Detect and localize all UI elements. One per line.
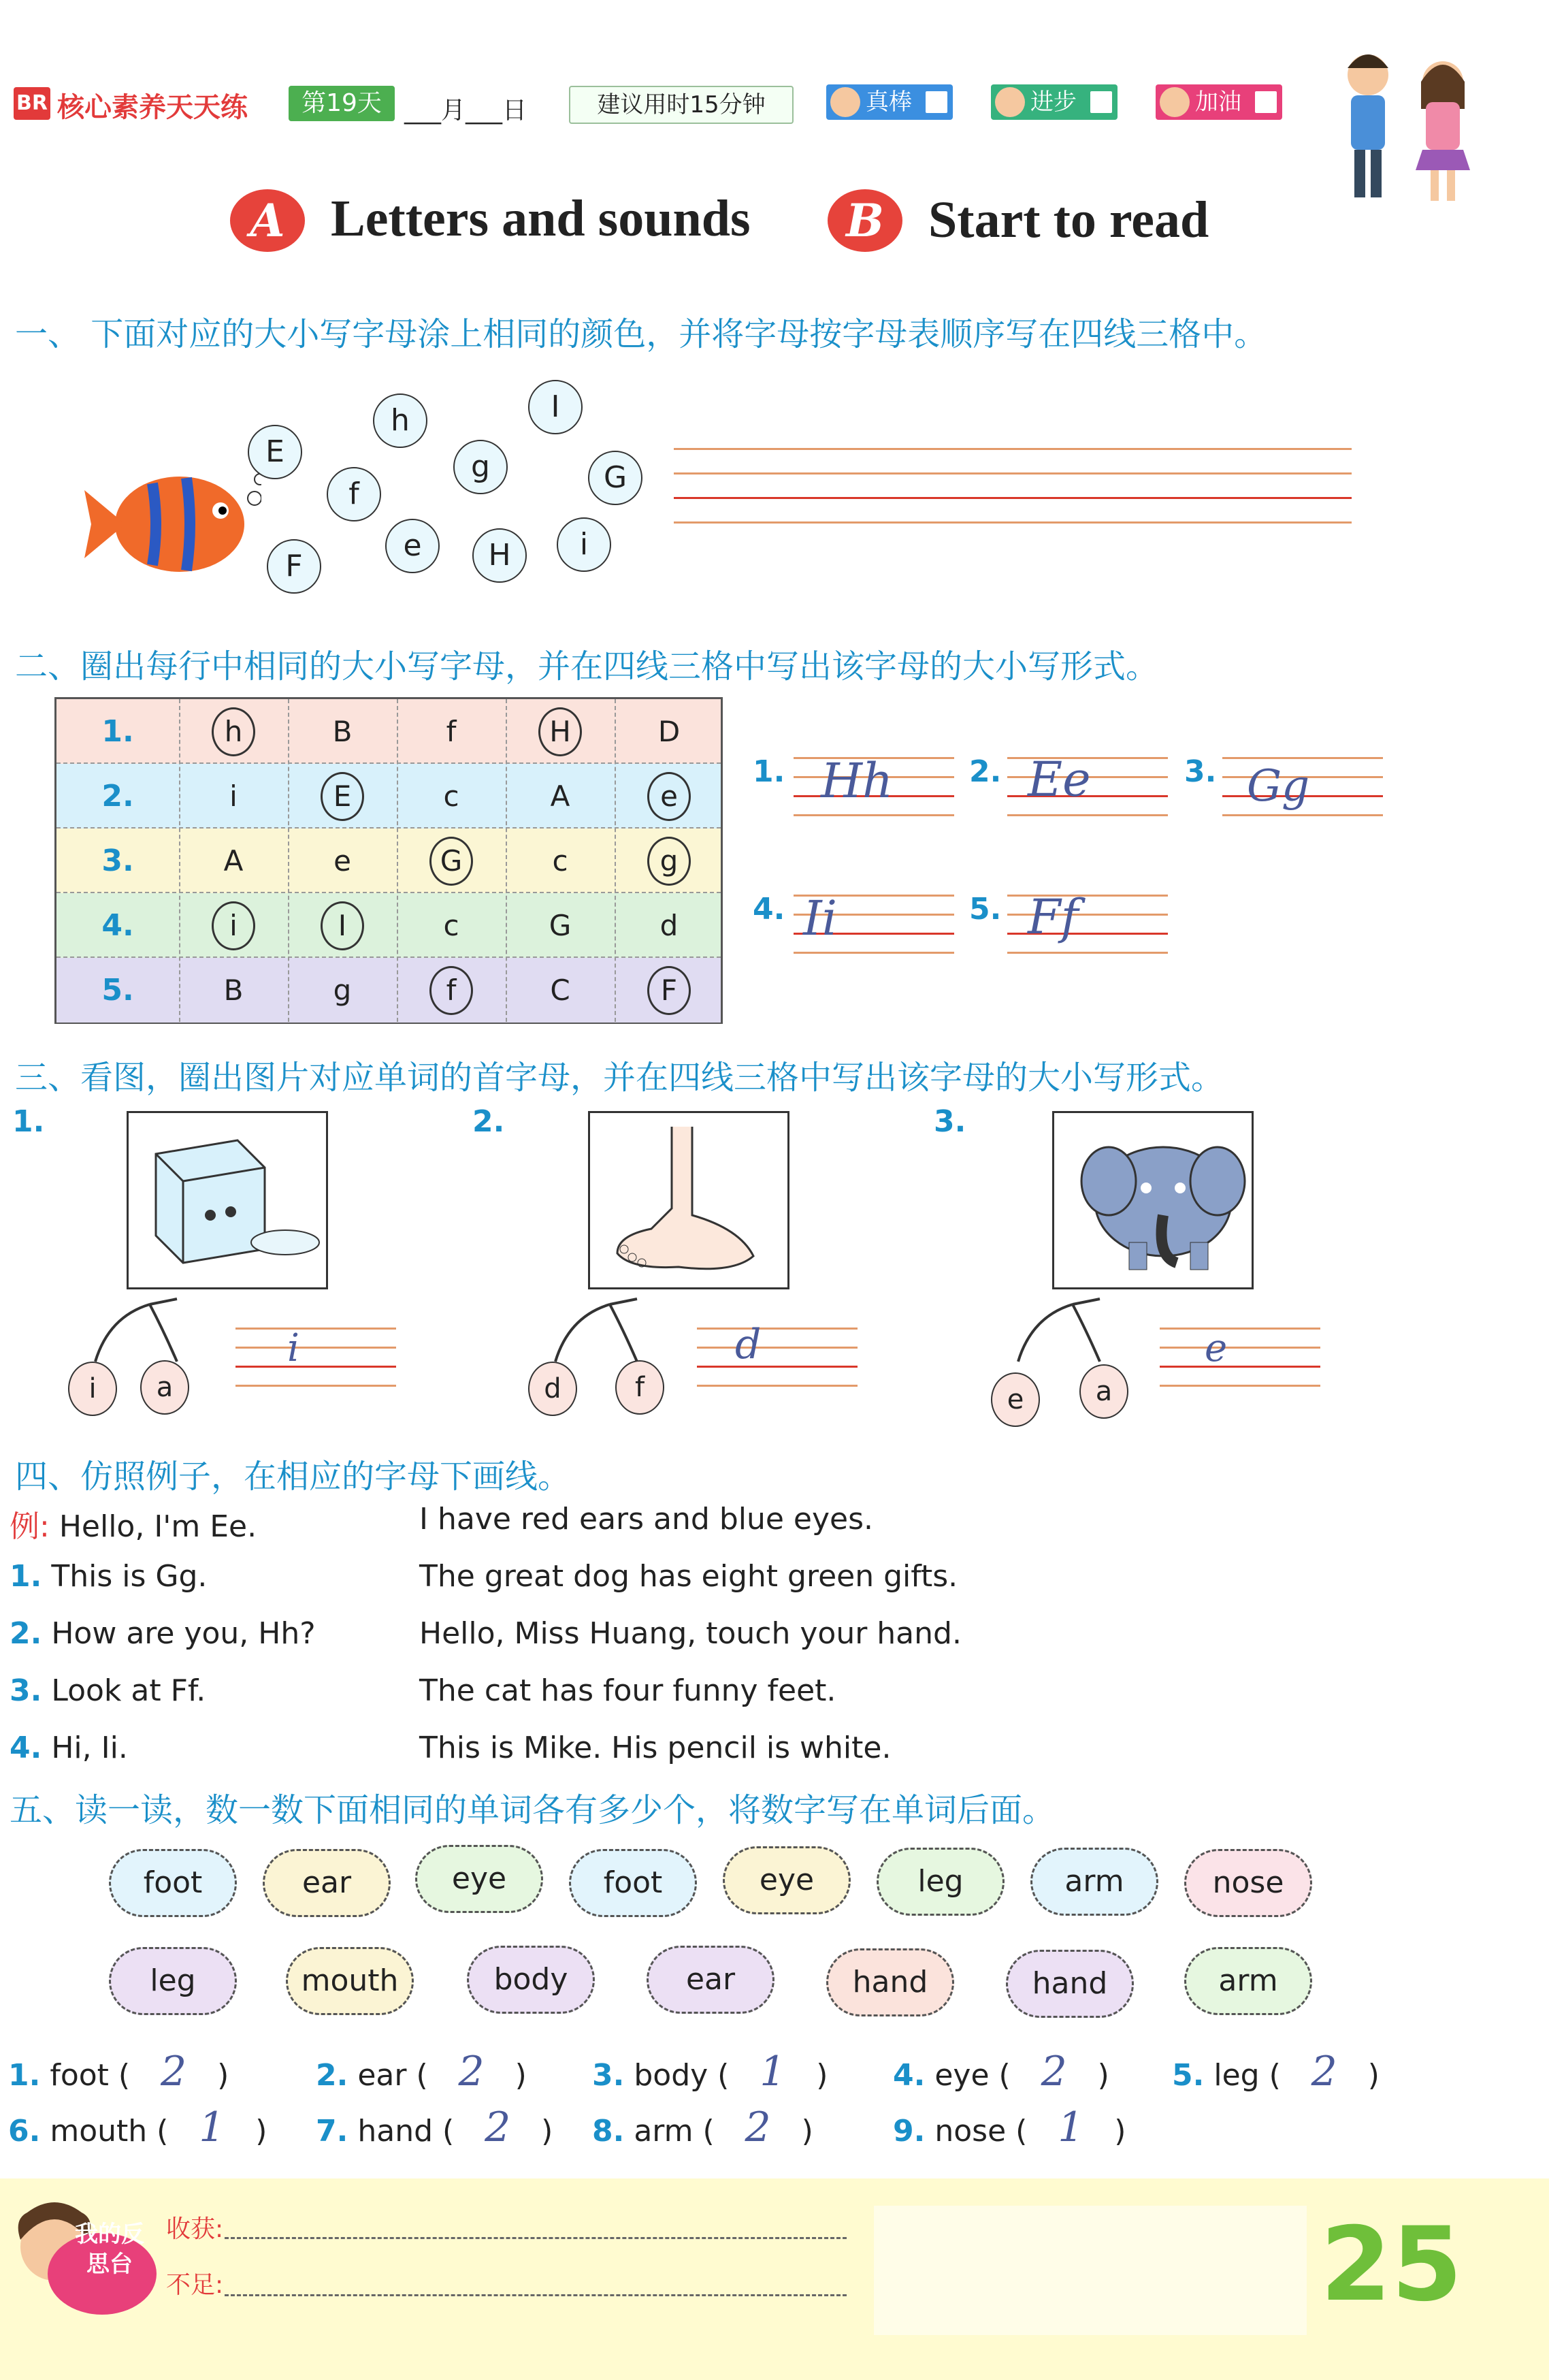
- row-number: 4.: [101, 908, 134, 943]
- four-line-grid[interactable]: [1007, 889, 1168, 969]
- table-cell[interactable]: g: [615, 829, 723, 893]
- title-b-text: Start to read: [928, 191, 1209, 248]
- cherry-letter[interactable]: f: [615, 1360, 664, 1415]
- title-b-badge: B: [828, 189, 902, 252]
- word-cloud[interactable]: body: [467, 1946, 595, 2014]
- cherry-letter[interactable]: a: [140, 1360, 189, 1415]
- title-a-badge: A: [230, 189, 305, 252]
- gain-label: 收获:: [166, 2215, 224, 2243]
- four-line-grid[interactable]: [1007, 752, 1168, 832]
- table-cell[interactable]: D: [657, 715, 681, 748]
- time-hint: 建议用时15分钟: [569, 86, 794, 124]
- table-cell[interactable]: G: [549, 909, 572, 942]
- count-answer: 4. eye ( 2 ): [893, 2048, 1109, 2095]
- table-cell[interactable]: d: [659, 909, 679, 942]
- table-cell[interactable]: c: [443, 779, 459, 813]
- count-answer: 6. mouth ( 1 ): [8, 2104, 267, 2151]
- sentence-right[interactable]: The great dog has eight green gifts.: [419, 1559, 958, 1594]
- ok-hand-icon: [995, 87, 1025, 117]
- letter-table: [54, 697, 723, 1024]
- table-row: [56, 699, 721, 764]
- word-cloud[interactable]: foot: [109, 1849, 237, 1917]
- item-number: 2.: [472, 1104, 505, 1139]
- students-illustration: [1314, 34, 1518, 211]
- table-cell[interactable]: f: [397, 958, 506, 1023]
- four-line-grid[interactable]: [794, 753, 954, 832]
- date-field[interactable]: ___月___日: [404, 97, 527, 125]
- four-line-grid[interactable]: [674, 448, 1352, 530]
- letter-bubble[interactable]: f: [327, 467, 381, 521]
- answer-number: 5.: [969, 892, 1002, 927]
- count-answer: 8. arm ( 2 ): [592, 2104, 813, 2151]
- item-number: 1.: [12, 1104, 45, 1139]
- page-number: 25: [1320, 2206, 1463, 2324]
- row-number: 4.: [10, 1731, 42, 1765]
- table-row: [56, 958, 721, 1023]
- letter-bubble[interactable]: E: [248, 425, 302, 479]
- handwritten-answer: Ii: [803, 890, 838, 946]
- answer-number: 3.: [1184, 754, 1217, 789]
- cherry-stem: [515, 1296, 691, 1371]
- cherry-letter[interactable]: e: [991, 1372, 1040, 1427]
- section2-instruction: 二、圈出每行中相同的大小写字母，并在四线三格中写出该字母的大小写形式。: [15, 647, 1159, 686]
- example-label: 例:: [10, 1509, 50, 1544]
- handwritten-answer: i: [287, 1326, 299, 1370]
- letter-bubble[interactable]: G: [588, 451, 642, 505]
- handwritten-answer: Gg: [1247, 761, 1310, 811]
- sentence-right[interactable]: The cat has four funny feet.: [419, 1673, 836, 1708]
- foot-picture: [588, 1111, 789, 1289]
- badge-great[interactable]: [826, 84, 953, 120]
- example-row: [10, 1502, 257, 1545]
- lack-line[interactable]: [225, 2294, 847, 2296]
- footer: [0, 2178, 1549, 2380]
- cherry-stem: [977, 1296, 1154, 1371]
- fist-icon: [1160, 87, 1190, 117]
- count-answer: 3. body ( 1 ): [592, 2048, 828, 2095]
- row-number: 5.: [101, 973, 134, 1008]
- table-cell[interactable]: e: [333, 844, 351, 878]
- letter-bubble[interactable]: H: [472, 528, 527, 583]
- table-cell[interactable]: i: [229, 779, 238, 813]
- handwritten-answer: d: [735, 1321, 762, 1368]
- sentence-left[interactable]: Look at Ff.: [51, 1673, 206, 1708]
- row-number: 2.: [10, 1616, 42, 1651]
- sentence-left[interactable]: This is Gg.: [51, 1559, 208, 1594]
- sentence-row: [10, 1559, 207, 1594]
- table-cell[interactable]: i: [179, 893, 288, 958]
- four-line-grid[interactable]: [235, 1328, 396, 1402]
- badge-label: 真棒: [866, 89, 912, 116]
- day-label: 第19天: [289, 86, 395, 121]
- word-cloud[interactable]: hand: [1006, 1950, 1134, 2018]
- brand-name: 核心素养天天练: [57, 92, 248, 123]
- letter-bubble[interactable]: I: [528, 380, 583, 434]
- handwritten-answer: Ff: [1028, 889, 1079, 945]
- answer-number: 2.: [969, 754, 1002, 789]
- table-cell[interactable]: B: [223, 974, 244, 1007]
- table-cell[interactable]: H: [506, 699, 615, 764]
- letter-bubble[interactable]: e: [385, 519, 440, 573]
- parent-comment-field[interactable]: [874, 2206, 1307, 2335]
- row-number: 3.: [10, 1673, 42, 1708]
- sentence-row: [10, 1731, 128, 1765]
- letter-bubble[interactable]: i: [557, 517, 611, 572]
- word-cloud[interactable]: ear: [263, 1849, 391, 1917]
- word-cloud[interactable]: eye: [415, 1845, 543, 1913]
- word-cloud[interactable]: arm: [1030, 1848, 1158, 1916]
- four-line-grid[interactable]: [697, 1321, 858, 1402]
- ice-cube-picture: [127, 1111, 328, 1289]
- word-cloud[interactable]: foot: [569, 1849, 697, 1917]
- title-a-text: Letters and sounds: [331, 190, 751, 247]
- answer-number: 1.: [753, 754, 785, 789]
- gain-line[interactable]: [225, 2237, 847, 2239]
- cherry-stem: [54, 1296, 231, 1371]
- fish-illustration: [84, 463, 261, 585]
- table-cell[interactable]: E: [288, 764, 397, 829]
- lack-label: 不足:: [166, 2271, 224, 2299]
- badge-cheer[interactable]: [1156, 84, 1282, 120]
- badge-label: 进步: [1030, 89, 1077, 116]
- sentence-row: [10, 1616, 316, 1651]
- elephant-picture: [1052, 1111, 1254, 1289]
- sentence-right[interactable]: Hello, Miss Huang, touch your hand.: [419, 1616, 962, 1651]
- handwritten-answer: Hh: [821, 753, 894, 809]
- section1-instruction: 一、 下面对应的大小写字母涂上相同的颜色，并将字母按字母表顺序写在四线三格中。: [15, 315, 1267, 353]
- item-number: 3.: [934, 1104, 966, 1139]
- table-cell[interactable]: F: [615, 958, 723, 1023]
- sentence-left[interactable]: Hello, I'm Ee.: [59, 1509, 257, 1544]
- checkbox[interactable]: [1255, 91, 1277, 113]
- table-cell[interactable]: c: [443, 909, 459, 942]
- sentence-left[interactable]: Hi, Ii.: [51, 1731, 128, 1765]
- brand-logo: BR: [14, 87, 50, 120]
- reflection-badge: 我的反思台: [75, 2221, 144, 2278]
- table-cell[interactable]: B: [332, 715, 353, 748]
- count-answer: 1. foot ( 2 ): [8, 2048, 229, 2095]
- row-number: 1.: [101, 714, 134, 749]
- section4-instruction: 四、仿照例子，在相应的字母下画线。: [15, 1458, 571, 1496]
- word-cloud[interactable]: hand: [826, 1948, 954, 2016]
- checkbox[interactable]: [926, 91, 947, 113]
- table-row: [56, 829, 721, 893]
- count-answer: 7. hand ( 2 ): [316, 2104, 553, 2151]
- count-answer: 5. leg ( 2 ): [1172, 2048, 1380, 2095]
- handwritten-answer: Ee: [1028, 752, 1091, 807]
- sentence-left[interactable]: How are you, Hh?: [51, 1616, 316, 1651]
- word-cloud[interactable]: leg: [109, 1947, 237, 2015]
- row-number: 2.: [101, 779, 134, 814]
- letter-bubble[interactable]: h: [373, 393, 427, 448]
- table-cell[interactable]: A: [550, 779, 570, 813]
- table-cell[interactable]: f: [446, 715, 457, 748]
- table-row: [56, 893, 721, 958]
- cherry-letter[interactable]: a: [1079, 1364, 1128, 1419]
- count-answer: 9. nose ( 1 ): [893, 2104, 1126, 2151]
- badge-progress[interactable]: [991, 84, 1118, 120]
- word-cloud[interactable]: leg: [877, 1848, 1005, 1916]
- checkbox[interactable]: [1090, 91, 1112, 113]
- sentence-right[interactable]: This is Mike. His pencil is white.: [419, 1731, 892, 1765]
- four-line-grid[interactable]: [1160, 1328, 1320, 1402]
- table-cell[interactable]: h: [179, 699, 288, 764]
- word-cloud[interactable]: arm: [1184, 1947, 1312, 2015]
- table-row: [56, 764, 721, 829]
- section5-instruction: 五、读一读，数一数下面相同的单词各有多少个，将数字写在单词后面。: [10, 1791, 1056, 1829]
- count-answer: 2. ear ( 2 ): [316, 2048, 527, 2095]
- row-number: 1.: [10, 1559, 42, 1594]
- row-number: 3.: [101, 843, 134, 878]
- cherry-letter[interactable]: d: [528, 1362, 577, 1416]
- word-cloud[interactable]: nose: [1184, 1849, 1312, 1917]
- word-cloud[interactable]: mouth: [286, 1947, 414, 2015]
- letter-bubble[interactable]: F: [267, 539, 321, 594]
- sentence-right[interactable]: I have red ears and blue eyes.: [419, 1502, 874, 1537]
- word-cloud[interactable]: eye: [723, 1846, 851, 1914]
- table-cell[interactable]: A: [223, 844, 244, 878]
- section3-instruction: 三、看图，圈出图片对应单词的首字母，并在四线三格中写出该字母的大小写形式。: [15, 1059, 1224, 1097]
- table-cell[interactable]: e: [615, 764, 723, 829]
- four-line-grid[interactable]: [1222, 757, 1383, 832]
- word-cloud[interactable]: ear: [647, 1946, 774, 2014]
- table-cell[interactable]: I: [288, 893, 397, 958]
- answer-number: 4.: [753, 892, 785, 927]
- letter-bubble[interactable]: g: [453, 440, 508, 494]
- table-cell[interactable]: c: [552, 844, 568, 878]
- sentence-row: [10, 1673, 206, 1708]
- handwritten-answer: e: [1205, 1326, 1228, 1370]
- badge-label: 加油: [1195, 89, 1241, 116]
- table-cell[interactable]: C: [550, 974, 570, 1007]
- table-cell[interactable]: G: [397, 829, 506, 893]
- thumbs-up-icon: [830, 87, 860, 117]
- cherry-letter[interactable]: i: [68, 1362, 117, 1416]
- table-cell[interactable]: g: [333, 974, 352, 1007]
- four-line-grid[interactable]: [794, 890, 954, 969]
